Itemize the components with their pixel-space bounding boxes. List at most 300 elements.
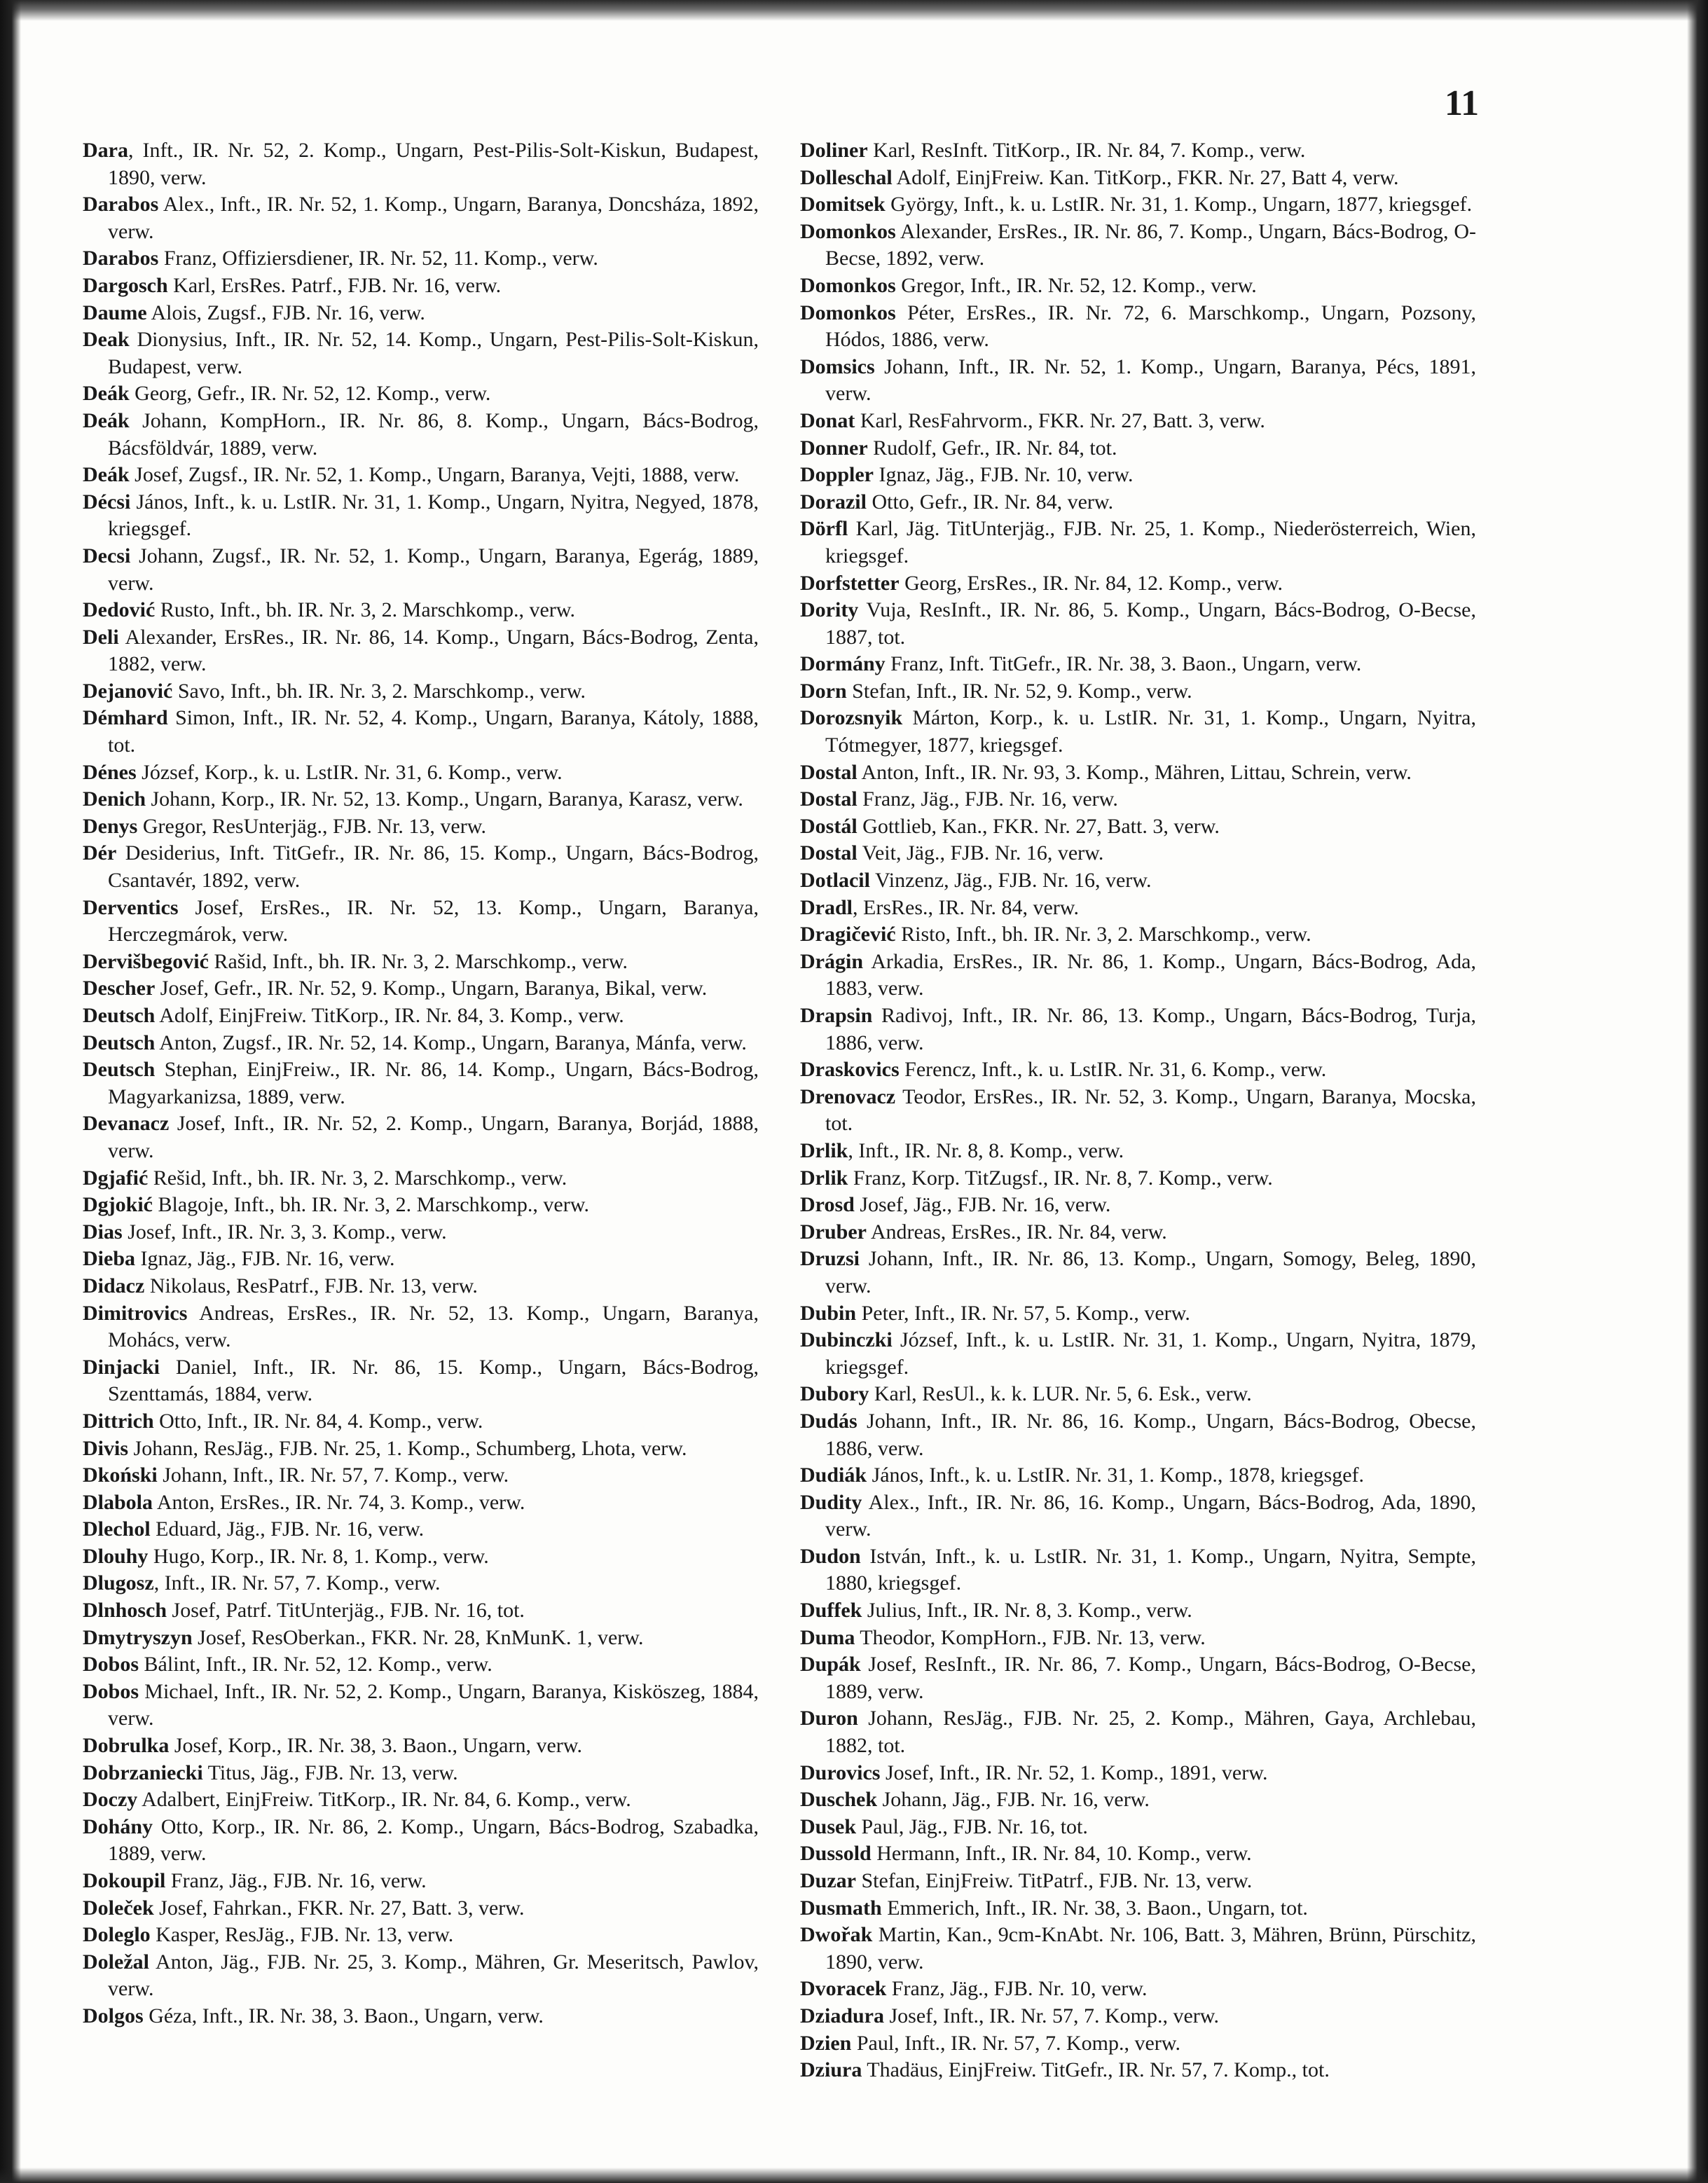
entry-surname: Duron xyxy=(800,1707,858,1730)
entry-details: Paul, Jäg., FJB. Nr. 16, tot. xyxy=(856,1814,1088,1838)
entry-details: Josef, Fahrkan., FKR. Nr. 27, Batt. 3, verw. xyxy=(153,1896,525,1920)
entry-surname: Drosd xyxy=(800,1193,855,1217)
entry-details: Vuja, ResInft., IR. Nr. 86, 5. Komp., Ungarn, Bács-Bodrog, O-Becse, 1887, tot. xyxy=(825,598,1476,649)
casualty-entry xyxy=(800,949,1476,1003)
entry-surname: Dmytryszyn xyxy=(83,1625,193,1649)
entry-details: Thadäus, EinjFreiw. TitGefr., IR. Nr. 57, 7. Komp., tot. xyxy=(862,2058,1330,2082)
entry-details: Josef, Inft., IR. Nr. 3, 3. Komp., verw. xyxy=(122,1220,447,1244)
entry-surname: Darabos xyxy=(83,247,159,270)
casualty-entry xyxy=(83,1246,759,1273)
entry-details: Péter, ErsRes., IR. Nr. 72, 6. Marschkomp., Ungarn, Pozsony, Hódos, 1886, verw. xyxy=(825,301,1476,352)
entry-surname: Deutsch xyxy=(83,1031,156,1054)
casualty-entry xyxy=(83,1814,759,1868)
casualty-entry xyxy=(800,1625,1476,1652)
casualty-entry xyxy=(800,2030,1476,2058)
entry-details: Josef, Inft., IR. Nr. 52, 1. Komp., 1891, verw. xyxy=(880,1761,1268,1784)
page-number: 11 xyxy=(1445,83,1480,123)
entry-surname: Dlabola xyxy=(83,1490,153,1514)
entry-details: Radivoj, Inft., IR. Nr. 86, 13. Komp., Ungarn, Bács-Bodrog, Turja, 1886, verw. xyxy=(825,1004,1476,1054)
casualty-entry xyxy=(83,408,759,462)
entry-surname: Dudás xyxy=(800,1409,858,1433)
casualty-entry xyxy=(83,1435,759,1463)
casualty-entry xyxy=(800,1246,1476,1300)
casualty-entry xyxy=(800,1840,1476,1868)
casualty-entry xyxy=(800,137,1476,165)
entry-surname: Doliner xyxy=(800,139,868,162)
casualty-entry xyxy=(83,975,759,1003)
entry-details: Stefan, Inft., IR. Nr. 52, 9. Komp., verw. xyxy=(846,679,1192,703)
casualty-entry xyxy=(83,1679,759,1733)
entry-surname: Dara xyxy=(83,139,128,162)
entry-surname: Domonkos xyxy=(800,301,896,324)
entry-details: Karl, ResInft. TitKorp., IR. Nr. 84, 7. Komp., verw. xyxy=(867,139,1306,162)
entry-surname: Dargosch xyxy=(83,273,168,297)
casualty-entry xyxy=(800,1760,1476,1787)
entry-details: Johann, Inft., IR. Nr. 86, 13. Komp., Ungarn, Somogy, Beleg, 1890, verw. xyxy=(825,1247,1476,1297)
casualty-entry xyxy=(800,1922,1476,1976)
entry-details: Georg, Gefr., IR. Nr. 52, 12. Komp., verw. xyxy=(129,382,491,406)
entry-details: Michael, Inft., IR. Nr. 52, 2. Komp., Ungarn, Baranya, Kisköszeg, 1884, verw. xyxy=(108,1679,759,1730)
entry-details: Johann, Inft., IR. Nr. 86, 16. Komp., Ungarn, Bács-Bodrog, Obecse, 1886, verw. xyxy=(825,1409,1476,1460)
entry-details: Franz, Korp. TitZugsf., IR. Nr. 8, 7. Komp., verw. xyxy=(848,1166,1273,1190)
casualty-entry xyxy=(83,1625,759,1652)
casualty-entry xyxy=(83,840,759,894)
casualty-entry xyxy=(800,191,1476,219)
entry-surname: Dervišbegović xyxy=(83,949,209,973)
casualty-entry xyxy=(800,867,1476,895)
entry-details: József, Korp., k. u. LstIR. Nr. 31, 6. Komp., verw. xyxy=(136,760,563,784)
entry-details: Bálint, Inft., IR. Nr. 52, 12. Komp., verw. xyxy=(139,1653,493,1676)
entry-surname: Deák xyxy=(83,463,130,487)
casualty-entry xyxy=(800,1003,1476,1056)
casualty-entry xyxy=(83,380,759,408)
entry-details: Josef, Zugsf., IR. Nr. 52, 1. Komp., Ungarn, Baranya, Vejti, 1888, verw. xyxy=(129,463,740,487)
entry-surname: Drenovacz xyxy=(800,1084,896,1108)
entry-details: Desiderius, Inft. TitGefr., IR. Nr. 86, 15. Komp., Ungarn, Bács-Bodrog, Csantavér, 1892, verw. xyxy=(108,841,759,893)
casualty-entry xyxy=(800,1408,1476,1462)
casualty-entry xyxy=(83,245,759,273)
entry-surname: Doczy xyxy=(83,1788,138,1812)
casualty-entry xyxy=(800,1138,1476,1165)
entry-details: Alois, Zugsf., FJB. Nr. 16, verw. xyxy=(146,301,425,324)
entry-details: Franz, Jäg., FJB. Nr. 10, verw. xyxy=(886,1977,1148,2001)
entry-surname: Dostal xyxy=(800,841,858,865)
entry-surname: Darabos xyxy=(83,193,159,216)
casualty-entry xyxy=(800,1056,1476,1084)
entry-surname: Dobos xyxy=(83,1679,139,1703)
entry-details: Paul, Inft., IR. Nr. 57, 7. Komp., verw. xyxy=(851,2031,1181,2055)
casualty-entry xyxy=(800,435,1476,462)
entry-details: , Inft., IR. Nr. 8, 8. Komp., verw. xyxy=(848,1138,1124,1162)
entry-surname: Dubinczki xyxy=(800,1328,893,1352)
entry-details: Vinzenz, Jäg., FJB. Nr. 16, verw. xyxy=(869,869,1152,893)
casualty-entry xyxy=(800,300,1476,354)
casualty-entry xyxy=(83,1354,759,1408)
entry-details: György, Inft., k. u. LstIR. Nr. 31, 1. Komp., Ungarn, 1877, kriegsgef. xyxy=(885,193,1473,216)
entry-details: Simon, Inft., IR. Nr. 52, 4. Komp., Ungarn, Baranya, Kátoly, 1888, tot. xyxy=(108,706,759,757)
entry-surname: Duschek xyxy=(800,1788,878,1812)
casualty-entry xyxy=(800,921,1476,949)
entry-surname: Dkoński xyxy=(83,1464,158,1487)
casualty-entry xyxy=(83,2003,759,2030)
entry-details: Otto, Korp., IR. Nr. 86, 2. Komp., Ungarn, Bács-Bodrog, Szabadka, 1889, verw. xyxy=(108,1814,759,1866)
entry-surname: Duffek xyxy=(800,1599,862,1623)
casualty-entry xyxy=(800,1651,1476,1705)
entry-details: Hermann, Inft., IR. Nr. 84, 10. Komp., verw. xyxy=(871,1842,1252,1866)
entry-surname: Dorn xyxy=(800,679,847,703)
casualty-entry xyxy=(800,840,1476,867)
scan-edge-top xyxy=(0,0,1708,21)
entry-details: Márton, Korp., k. u. LstIR. Nr. 31, 1. Komp., Ungarn, Nyitra, Tótmegyer, 1877, kriegsgef. xyxy=(825,706,1476,757)
entry-surname: Denich xyxy=(83,787,146,811)
casualty-entry xyxy=(83,813,759,841)
entry-surname: Deák xyxy=(83,408,130,432)
casualty-entry xyxy=(83,1949,759,2003)
entry-details: Blagoje, Inft., bh. IR. Nr. 3, 2. Marschkomp., verw. xyxy=(153,1193,589,1217)
entry-details: Martin, Kan., 9cm-KnAbt. Nr. 106, Batt. 3, Mähren, Brünn, Pürschitz, 1890, verw. xyxy=(825,1923,1476,1974)
entry-details: Alex., Inft., IR. Nr. 52, 1. Komp., Ungarn, Baranya, Doncsháza, 1892, verw. xyxy=(108,193,759,243)
entry-details: Alex., Inft., IR. Nr. 86, 16. Komp., Ungarn, Bács-Bodrog, Ada, 1890, verw. xyxy=(825,1490,1476,1541)
entry-surname: Dlouhy xyxy=(83,1544,149,1568)
entry-details: Rašid, Inft., bh. IR. Nr. 3, 2. Marschkomp., verw. xyxy=(208,949,628,973)
entry-surname: Dudon xyxy=(800,1544,861,1568)
entry-details: , Inft., IR. Nr. 52, 2. Komp., Ungarn, Pest-Pilis-Solt-Kiskun, Budapest, 1890, verw. xyxy=(108,139,759,189)
scan-edge-bottom xyxy=(0,2168,1708,2183)
entry-surname: Dittrich xyxy=(83,1409,154,1433)
casualty-entry xyxy=(83,1570,759,1597)
entry-surname: Dolgos xyxy=(83,2004,144,2027)
entry-details: Arkadia, ErsRes., IR. Nr. 86, 1. Komp., Ungarn, Bács-Bodrog, Ada, 1883, verw. xyxy=(825,949,1476,1000)
entry-details: Rusto, Inft., bh. IR. Nr. 3, 2. Marschkomp., verw. xyxy=(155,598,575,622)
entry-surname: Dziura xyxy=(800,2058,862,2082)
entry-surname: Dubin xyxy=(800,1301,857,1325)
entry-details: Anton, Inft., IR. Nr. 93, 3. Komp., Mähren, Littau, Schrein, verw. xyxy=(857,760,1412,784)
casualty-entry xyxy=(800,516,1476,570)
entry-details: István, Inft., k. u. LstIR. Nr. 31, 1. Komp., Ungarn, Nyitra, Sempte, 1880, kriegsgef. xyxy=(825,1544,1476,1595)
entry-surname: Doleglo xyxy=(83,1923,151,1947)
entry-surname: Dias xyxy=(83,1220,123,1244)
entry-surname: Dgjokić xyxy=(83,1193,153,1217)
entry-surname: Dörfl xyxy=(800,517,848,541)
entry-details: Josef, ResOberkan., FKR. Nr. 28, KnMunK. 1, verw. xyxy=(192,1625,644,1649)
casualty-entry xyxy=(83,786,759,813)
entry-surname: Duzar xyxy=(800,1869,856,1892)
casualty-entry xyxy=(83,1300,759,1354)
entry-details: Anton, ErsRes., IR. Nr. 74, 3. Komp., verw. xyxy=(153,1490,525,1514)
entry-surname: Dejanović xyxy=(83,679,173,703)
entry-details: Karl, ResUl., k. k. LUR. Nr. 5, 6. Esk., verw. xyxy=(869,1382,1252,1406)
entry-surname: Dusek xyxy=(800,1814,857,1838)
entry-details: Johann, Inft., IR. Nr. 57, 7. Komp., verw. xyxy=(157,1464,509,1487)
casualty-entry xyxy=(800,1976,1476,2003)
entry-details: Josef, Gefr., IR. Nr. 52, 9. Komp., Ungarn, Baranya, Bikal, verw. xyxy=(155,977,708,1000)
entry-surname: Dostal xyxy=(800,760,858,784)
entry-surname: Dorozsnyik xyxy=(800,706,903,730)
entry-surname: Dgjafić xyxy=(83,1166,149,1190)
left-column xyxy=(83,137,759,2030)
entry-surname: Drágin xyxy=(800,949,863,973)
casualty-entry xyxy=(800,813,1476,841)
entry-surname: Dér xyxy=(83,841,117,865)
entry-surname: Dokoupil xyxy=(83,1869,166,1892)
entry-surname: Donat xyxy=(800,408,855,432)
casualty-entry xyxy=(83,1273,759,1300)
casualty-entry xyxy=(83,326,759,380)
entry-surname: Dussold xyxy=(800,1842,872,1866)
entry-details: Johann, Inft., IR. Nr. 52, 1. Komp., Ungarn, Baranya, Pécs, 1891, verw. xyxy=(825,354,1476,406)
casualty-entry xyxy=(800,678,1476,705)
entry-details: Karl, ErsRes. Patrf., FJB. Nr. 16, verw. xyxy=(167,273,502,297)
casualty-entry xyxy=(800,1219,1476,1246)
casualty-entry xyxy=(83,1543,759,1571)
casualty-entry xyxy=(800,895,1476,922)
entry-details: Gottlieb, Kan., FKR. Nr. 27, Batt. 3, verw. xyxy=(857,814,1220,838)
entry-details: Dionysius, Inft., IR. Nr. 52, 14. Komp., Ungarn, Pest-Pilis-Solt-Kiskun, Budapest, verw. xyxy=(108,328,759,378)
casualty-entry xyxy=(800,489,1476,516)
casualty-entry xyxy=(83,1408,759,1435)
casualty-entry xyxy=(83,1922,759,1949)
casualty-entry xyxy=(800,1705,1476,1759)
casualty-entry xyxy=(83,273,759,300)
entry-details: Theodor, KompHorn., FJB. Nr. 13, verw. xyxy=(855,1625,1206,1649)
entry-details: Julius, Inft., IR. Nr. 8, 3. Komp., verw. xyxy=(862,1599,1192,1623)
entry-details: Andreas, ErsRes., IR. Nr. 52, 13. Komp., Ungarn, Baranya, Mohács, verw. xyxy=(108,1301,759,1352)
entry-surname: Druber xyxy=(800,1220,867,1244)
casualty-entry xyxy=(800,165,1476,192)
entry-details: Daniel, Inft., IR. Nr. 86, 15. Komp., Ungarn, Bács-Bodrog, Szenttamás, 1884, verw. xyxy=(108,1355,759,1406)
casualty-entry xyxy=(83,543,759,597)
casualty-entry xyxy=(83,1651,759,1679)
entry-surname: Donner xyxy=(800,436,868,460)
entry-surname: Deutsch xyxy=(83,1058,156,1082)
entry-details: Johann, Jäg., FJB. Nr. 16, verw. xyxy=(877,1788,1150,1812)
entry-surname: Dénes xyxy=(83,760,137,784)
casualty-entry xyxy=(83,1868,759,1895)
casualty-entry xyxy=(800,1543,1476,1597)
entry-surname: Dinjacki xyxy=(83,1355,160,1379)
casualty-entry xyxy=(83,1786,759,1814)
entry-details: Josef, ErsRes., IR. Nr. 52, 13. Komp., Ungarn, Baranya, Herczegmárok, verw. xyxy=(108,895,759,946)
entry-details: Franz, Jäg., FJB. Nr. 16, verw. xyxy=(857,787,1118,811)
entry-details: Adalbert, EinjFreiw. TitKorp., IR. Nr. 84, 6. Komp., verw. xyxy=(137,1788,631,1812)
entry-surname: Dzien xyxy=(800,2031,852,2055)
entry-details: Alexander, ErsRes., IR. Nr. 86, 7. Komp., Ungarn, Bács-Bodrog, O-Becse, 1892, verw. xyxy=(825,219,1476,270)
entry-surname: Dostal xyxy=(800,787,858,811)
entry-surname: Dziadura xyxy=(800,2004,884,2027)
casualty-entry xyxy=(83,1895,759,1922)
entry-surname: Drapsin xyxy=(800,1004,873,1027)
entry-surname: Dohány xyxy=(83,1814,153,1838)
casualty-entry xyxy=(83,300,759,327)
entry-surname: Dragičević xyxy=(800,923,896,946)
entry-surname: Dostál xyxy=(800,814,858,838)
casualty-entry xyxy=(83,489,759,543)
entry-surname: Dudity xyxy=(800,1490,862,1514)
entry-surname: Dvoracek xyxy=(800,1977,887,2001)
entry-details: Karl, Jäg. TitUnterjäg., FJB. Nr. 25, 1. Komp., Niederösterreich, Wien, kriegsgef. xyxy=(825,517,1476,567)
casualty-entry xyxy=(83,191,759,245)
entry-surname: Dotlacil xyxy=(800,869,870,893)
casualty-entry xyxy=(800,651,1476,678)
casualty-entry xyxy=(83,705,759,759)
casualty-entry xyxy=(800,408,1476,435)
entry-details: Adolf, EinjFreiw. Kan. TitKorp., FKR. Nr. 27, Batt 4, verw. xyxy=(892,165,1399,189)
casualty-entry xyxy=(83,1219,759,1246)
entry-details: Franz, Inft. TitGefr., IR. Nr. 38, 3. Baon., Ungarn, verw. xyxy=(885,652,1362,676)
entry-surname: Dobrzaniecki xyxy=(83,1761,203,1784)
entry-surname: Dolleschal xyxy=(800,165,893,189)
entry-details: Karl, ResFahrvorm., FKR. Nr. 27, Batt. 3, verw. xyxy=(855,408,1265,432)
right-column xyxy=(800,137,1476,2084)
casualty-entry xyxy=(83,624,759,678)
entry-surname: Druzsi xyxy=(800,1247,860,1271)
entry-surname: Derventics xyxy=(83,895,179,919)
entry-details: Veit, Jäg., FJB. Nr. 16, verw. xyxy=(857,841,1104,865)
casualty-entry xyxy=(800,1300,1476,1328)
entry-surname: Divis xyxy=(83,1436,129,1460)
entry-details: Anton, Zugsf., IR. Nr. 52, 14. Komp., Ungarn, Baranya, Mánfa, verw. xyxy=(155,1031,747,1054)
entry-surname: Dimitrovics xyxy=(83,1301,188,1325)
casualty-entry xyxy=(800,1786,1476,1814)
casualty-entry xyxy=(800,1165,1476,1192)
entry-details: Gregor, ResUnterjäg., FJB. Nr. 13, verw. xyxy=(137,814,486,838)
entry-surname: Dusmath xyxy=(800,1896,882,1920)
scan-edge-right xyxy=(1687,0,1708,2183)
entry-surname: Domonkos xyxy=(800,219,896,243)
casualty-entry xyxy=(800,1084,1476,1138)
entry-surname: Draskovics xyxy=(800,1058,900,1082)
casualty-entry xyxy=(83,1056,759,1110)
casualty-entry xyxy=(800,705,1476,759)
entry-details: Géza, Inft., IR. Nr. 38, 3. Baon., Ungarn, verw. xyxy=(143,2004,544,2027)
casualty-entry xyxy=(800,1814,1476,1841)
entry-surname: Dlnhosch xyxy=(83,1599,167,1623)
entry-details: Josef, Inft., IR. Nr. 52, 2. Komp., Ungarn, Baranya, Borjád, 1888, verw. xyxy=(108,1112,759,1162)
entry-surname: Dorfstetter xyxy=(800,571,900,595)
entry-details: Franz, Jäg., FJB. Nr. 16, verw. xyxy=(165,1869,427,1892)
entry-details: Stefan, EinjFreiw. TitPatrf., FJB. Nr. 13, verw. xyxy=(855,1869,1253,1892)
entry-surname: Doleček xyxy=(83,1896,154,1920)
entry-details: Teodor, ErsRes., IR. Nr. 52, 3. Komp., Ungarn, Baranya, Mocska, tot. xyxy=(825,1084,1476,1136)
entry-details: Josef, ResInft., IR. Nr. 86, 7. Komp., Ungarn, Bács-Bodrog, O-Becse, 1889, verw. xyxy=(825,1653,1476,1703)
casualty-entry xyxy=(800,786,1476,813)
entry-details: Johann, ResJäg., FJB. Nr. 25, 1. Komp., Schumberg, Lhota, verw. xyxy=(128,1436,687,1460)
entry-details: János, Inft., k. u. LstIR. Nr. 31, 1. Komp., Ungarn, Nyitra, Negyed, 1878, kriegsgef. xyxy=(108,490,759,541)
casualty-entry xyxy=(800,1462,1476,1489)
entry-surname: Dupák xyxy=(800,1653,861,1676)
entry-surname: Deák xyxy=(83,382,130,406)
entry-details: Eduard, Jäg., FJB. Nr. 16, verw. xyxy=(150,1517,425,1541)
casualty-entry xyxy=(83,1733,759,1760)
entry-surname: Doppler xyxy=(800,463,874,487)
casualty-entry xyxy=(800,1597,1476,1625)
entry-surname: Dlugosz xyxy=(83,1571,154,1595)
entry-details: , Inft., IR. Nr. 57, 7. Komp., verw. xyxy=(153,1571,441,1595)
casualty-entry xyxy=(83,1030,759,1057)
entry-details: Johann, Korp., IR. Nr. 52, 13. Komp., Ungarn, Baranya, Karasz, verw. xyxy=(146,787,743,811)
entry-surname: Deli xyxy=(83,625,119,649)
casualty-entry xyxy=(800,1192,1476,1219)
casualty-entry xyxy=(800,1489,1476,1543)
entry-surname: Dubory xyxy=(800,1382,869,1406)
entry-details: Ignaz, Jäg., FJB. Nr. 16, verw. xyxy=(135,1247,395,1271)
entry-surname: Didacz xyxy=(83,1274,145,1297)
entry-surname: Domonkos xyxy=(800,273,896,297)
casualty-entry xyxy=(83,1165,759,1192)
entry-details: Nikolaus, ResPatrf., FJB. Nr. 13, verw. xyxy=(144,1274,478,1297)
casualty-entry xyxy=(800,1381,1476,1408)
entry-details: Rešid, Inft., bh. IR. Nr. 3, 2. Marschkomp., verw. xyxy=(148,1166,567,1190)
entry-details: Georg, ErsRes., IR. Nr. 84, 12. Komp., verw. xyxy=(899,571,1283,595)
entry-details: Josef, Korp., IR. Nr. 38, 3. Baon., Ungarn, verw. xyxy=(169,1734,583,1758)
casualty-entry xyxy=(800,2057,1476,2084)
scan-edge-left xyxy=(0,0,21,2183)
entry-details: József, Inft., k. u. LstIR. Nr. 31, 1. Komp., Ungarn, Nyitra, 1879, kriegsgef. xyxy=(825,1328,1476,1379)
entry-surname: Durovics xyxy=(800,1761,881,1784)
entry-surname: Dlechol xyxy=(83,1517,151,1541)
entry-details: Risto, Inft., bh. IR. Nr. 3, 2. Marschkomp., verw. xyxy=(895,923,1311,946)
entry-details: Hugo, Korp., IR. Nr. 8, 1. Komp., verw. xyxy=(148,1544,489,1568)
casualty-entry xyxy=(83,895,759,949)
entry-surname: Dedović xyxy=(83,598,156,622)
entry-surname: Dority xyxy=(800,598,859,622)
entry-surname: Dobos xyxy=(83,1653,139,1676)
entry-surname: Devanacz xyxy=(83,1112,170,1136)
casualty-entry xyxy=(83,1489,759,1517)
entry-surname: Descher xyxy=(83,977,156,1000)
entry-details: Alexander, ErsRes., IR. Nr. 86, 14. Komp., Ungarn, Bács-Bodrog, Zenta, 1882, verw. xyxy=(108,625,759,676)
entry-details: Kasper, ResJäg., FJB. Nr. 13, verw. xyxy=(150,1923,454,1947)
entry-details: Stephan, EinjFreiw., IR. Nr. 86, 14. Komp., Ungarn, Bács-Bodrog, Magyarkanizsa, 1889, verw. xyxy=(108,1058,759,1108)
entry-details: Rudolf, Gefr., IR. Nr. 84, tot. xyxy=(867,436,1117,460)
casualty-entry xyxy=(83,1110,759,1164)
entry-details: János, Inft., k. u. LstIR. Nr. 31, 1. Komp., 1878, kriegsgef. xyxy=(867,1464,1364,1487)
casualty-entry xyxy=(83,1597,759,1625)
entry-surname: Dobrulka xyxy=(83,1734,170,1758)
entry-surname: Drlik xyxy=(800,1138,848,1162)
entry-details: Otto, Gefr., IR. Nr. 84, verw. xyxy=(866,490,1114,514)
entry-details: Johann, ResJäg., FJB. Nr. 25, 2. Komp., Mähren, Gaya, Archlebau, 1882, tot. xyxy=(825,1707,1476,1758)
entry-details: Anton, Jäg., FJB. Nr. 25, 3. Komp., Mähren, Gr. Meseritsch, Pawlov, verw. xyxy=(108,1950,759,2001)
entry-details: Josef, Inft., IR. Nr. 57, 7. Komp., verw. xyxy=(884,2004,1219,2027)
entry-surname: Domitsek xyxy=(800,193,886,216)
entry-surname: Doležal xyxy=(83,1950,149,1974)
entry-surname: Denys xyxy=(83,814,138,838)
entry-surname: Deutsch xyxy=(83,1004,156,1027)
entry-surname: Deak xyxy=(83,328,130,352)
casualty-entry xyxy=(83,1760,759,1787)
entry-surname: Dorazil xyxy=(800,490,867,514)
entry-details: Savo, Inft., bh. IR. Nr. 3, 2. Marschkomp., verw. xyxy=(172,679,586,703)
entry-details: Ferencz, Inft., k. u. LstIR. Nr. 31, 6. Komp., verw. xyxy=(899,1058,1327,1082)
entry-details: , ErsRes., IR. Nr. 84, verw. xyxy=(853,895,1080,919)
entry-surname: Decsi xyxy=(83,544,131,567)
entry-surname: Dormány xyxy=(800,652,886,676)
entry-details: Titus, Jäg., FJB. Nr. 13, verw. xyxy=(202,1761,458,1784)
casualty-entry xyxy=(800,2003,1476,2030)
casualty-entry xyxy=(800,354,1476,408)
casualty-entry xyxy=(800,759,1476,787)
entry-surname: Dradl xyxy=(800,895,853,919)
entry-details: Josef, Patrf. TitUnterjäg., FJB. Nr. 16, tot. xyxy=(167,1599,525,1623)
entry-surname: Décsi xyxy=(83,490,131,514)
casualty-entry xyxy=(83,462,759,489)
entry-details: Gregor, Inft., IR. Nr. 52, 12. Komp., verw. xyxy=(895,273,1257,297)
entry-details: Johann, KompHorn., IR. Nr. 86, 8. Komp., Ungarn, Bács-Bodrog, Bácsföldvár, 1889, verw. xyxy=(108,408,759,460)
entry-surname: Démhard xyxy=(83,706,168,730)
casualty-entry xyxy=(800,273,1476,300)
entry-surname: Duma xyxy=(800,1625,855,1649)
